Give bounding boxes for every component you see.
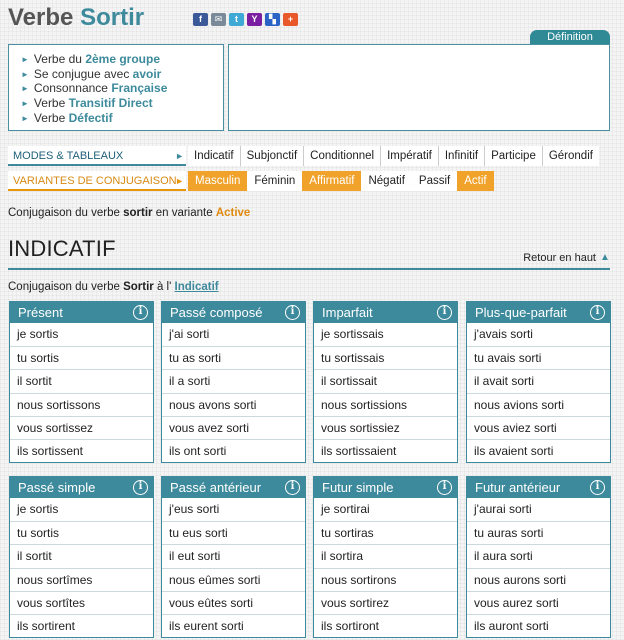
conjugation-form: nous avions sorti: [467, 393, 610, 416]
yahoo-icon[interactable]: Y: [247, 13, 262, 26]
conjugation-form: il eut sorti: [162, 544, 305, 567]
conjugation-form: vous sortirez: [314, 591, 457, 614]
info-icon[interactable]: i: [285, 305, 300, 320]
tense-name: Imparfait: [322, 305, 373, 320]
conjugation-list: [467, 323, 610, 462]
tense-name: Passé simple: [18, 480, 96, 495]
tense-table: [313, 301, 458, 463]
conjugation-form: vous sortissiez: [314, 416, 457, 439]
modes-nav: [188, 146, 599, 166]
conjugation-form: tu auras sorti: [467, 521, 610, 544]
conjugation-form: vous aurez sorti: [467, 591, 610, 614]
conjugation-form: ils ont sorti: [162, 439, 305, 462]
facebook-icon[interactable]: f: [193, 13, 208, 26]
conjugation-list: [467, 498, 610, 637]
conjugation-form: ils auront sorti: [467, 614, 610, 637]
verb-info-box: [8, 44, 224, 131]
conjugation-form: ils sortissaient: [314, 439, 457, 462]
conjugation-form: ils avaient sorti: [467, 439, 610, 462]
page-title: [8, 4, 144, 32]
delicious-icon[interactable]: ▚: [265, 13, 280, 26]
info-icon[interactable]: i: [437, 480, 452, 495]
arrow-up-icon[interactable]: ▲: [600, 252, 610, 263]
mode-item[interactable]: Infinitif: [439, 146, 485, 166]
tense-header: [162, 477, 305, 498]
info-consonance: ► Consonnance Française: [21, 81, 168, 96]
info-icon[interactable]: i: [133, 480, 148, 495]
tense-name: Futur antérieur: [475, 480, 561, 495]
info-transitivity: ► Verbe Transitif Direct: [21, 96, 153, 111]
conjugation-list: [314, 323, 457, 462]
conjugation-form: il sortira: [314, 544, 457, 567]
variant-info: Conjugaison du verbe sortir en variante Active: [8, 207, 251, 219]
conjugation-form: il a sorti: [162, 369, 305, 392]
variants-label: VARIANTES DE CONJUGAISON ►: [8, 171, 186, 191]
conjugation-form: j'eus sorti: [169, 502, 220, 516]
variant-item[interactable]: Négatif: [361, 171, 411, 191]
info-icon[interactable]: i: [285, 480, 300, 495]
section-title: INDICATIF: [8, 236, 116, 261]
tense-header: [10, 477, 153, 498]
tense-header: [467, 302, 610, 323]
conjugation-form: vous sortîtes: [10, 591, 153, 614]
section-divider: [8, 268, 610, 270]
tense-header: [10, 302, 153, 323]
conjugation-form: j'ai sorti: [169, 327, 210, 341]
conjugation-form: tu as sorti: [162, 346, 305, 369]
mode-item[interactable]: Conditionnel: [304, 146, 381, 166]
tense-header: [314, 477, 457, 498]
conjugation-form: ils sortirent: [10, 614, 153, 637]
email-icon[interactable]: ✉: [211, 13, 226, 26]
conjugation-list: [162, 323, 305, 462]
mode-item[interactable]: Gérondif: [543, 146, 599, 166]
conjugation-form: nous aurons sorti: [467, 568, 610, 591]
tense-name: Plus-que-parfait: [475, 305, 567, 320]
bullet-arrow-icon: ►: [21, 69, 29, 79]
conjugation-form: je sortissais: [321, 327, 384, 341]
tense-name: Passé composé: [170, 305, 263, 320]
section-subtitle: Conjugaison du verbe Sortir à l' Indicatif: [8, 281, 219, 293]
conjugation-form: j'aurai sorti: [474, 502, 532, 516]
tense-header: [467, 477, 610, 498]
conjugation-form: tu eus sorti: [162, 521, 305, 544]
variant-item[interactable]: Actif: [457, 171, 493, 191]
bullet-arrow-icon: ►: [21, 99, 29, 109]
conjugation-form: tu sortis: [10, 346, 153, 369]
mode-item[interactable]: Indicatif: [188, 146, 241, 166]
title-prefix: Verbe: [8, 4, 74, 31]
info-icon[interactable]: i: [590, 305, 605, 320]
info-icon[interactable]: i: [590, 480, 605, 495]
conjugation-list: [10, 498, 153, 637]
share-bar: [193, 13, 298, 26]
info-icon[interactable]: i: [437, 305, 452, 320]
conjugation-form: il avait sorti: [467, 369, 610, 392]
conjugation-form: je sortirai: [321, 502, 370, 516]
conjugation-list: [10, 323, 153, 462]
conjugation-form: nous sortissions: [314, 393, 457, 416]
conjugation-form: nous eûmes sorti: [162, 568, 305, 591]
tense-table: [9, 301, 154, 463]
conjugation-form: tu sortiras: [314, 521, 457, 544]
conjugation-form: ils sortissent: [10, 439, 153, 462]
twitter-icon[interactable]: t: [229, 13, 244, 26]
variants-nav: [188, 171, 494, 191]
conjugation-form: tu sortissais: [314, 346, 457, 369]
conjugation-form: je sortis: [17, 327, 59, 341]
bullet-arrow-icon: ►: [21, 113, 29, 123]
info-group: ► Verbe du 2ème groupe: [21, 52, 161, 66]
tense-table: [161, 301, 306, 463]
triangle-right-icon: ►: [175, 176, 184, 186]
tense-table: [313, 476, 458, 638]
info-icon[interactable]: i: [133, 305, 148, 320]
tense-header: [314, 302, 457, 323]
conjugation-form: ils eurent sorti: [162, 614, 305, 637]
info-defective: ► Verbe Défectif: [21, 110, 113, 125]
definition-tab[interactable]: Définition: [530, 30, 610, 45]
tense-name: Présent: [18, 305, 63, 320]
definition-box: [228, 44, 610, 131]
variant-item[interactable]: Passif: [412, 171, 457, 191]
tense-table: [466, 476, 611, 638]
mode-item[interactable]: Participe: [485, 146, 543, 166]
tense-table: [9, 476, 154, 638]
conjugation-form: j'avais sorti: [474, 327, 533, 341]
conjugation-form: il aura sorti: [467, 544, 610, 567]
conjugation-list: [314, 498, 457, 637]
mode-item[interactable]: Impératif: [381, 146, 439, 166]
modes-label: MODES & TABLEAUX ►: [8, 146, 186, 166]
conjugation-form: il sortit: [10, 369, 153, 392]
conjugation-form: tu sortis: [10, 521, 153, 544]
conjugation-form: il sortit: [10, 544, 153, 567]
conjugation-form: nous sortirons: [314, 568, 457, 591]
indicatif-link[interactable]: Indicatif: [174, 281, 219, 293]
triangle-right-icon: ►: [175, 151, 184, 161]
conjugation-form: nous avons sorti: [162, 393, 305, 416]
conjugation-form: vous avez sorti: [162, 416, 305, 439]
tense-name: Futur simple: [322, 480, 394, 495]
conjugation-list: [162, 498, 305, 637]
conjugation-form: vous eûtes sorti: [162, 591, 305, 614]
variant-item[interactable]: Masculin: [188, 171, 247, 191]
conjugation-form: nous sortissons: [10, 393, 153, 416]
tense-header: [162, 302, 305, 323]
conjugation-form: tu avais sorti: [467, 346, 610, 369]
bullet-arrow-icon: ►: [21, 84, 29, 94]
title-verb: Sortir: [80, 4, 145, 31]
share-plus-icon[interactable]: +: [283, 13, 298, 26]
mode-item[interactable]: Subjonctif: [241, 146, 305, 166]
tense-name: Passé antérieur: [170, 480, 262, 495]
conjugation-form: vous aviez sorti: [467, 416, 610, 439]
conjugation-form: ils sortiront: [314, 614, 457, 637]
conjugation-form: vous sortissez: [10, 416, 153, 439]
conjugation-form: je sortis: [17, 502, 59, 516]
variant-item[interactable]: Féminin: [247, 171, 302, 191]
conjugation-form: nous sortîmes: [10, 568, 153, 591]
back-to-top-link[interactable]: Retour en haut: [523, 252, 596, 264]
bullet-arrow-icon: ►: [21, 55, 29, 64]
tense-table: [161, 476, 306, 638]
variant-item[interactable]: Affirmatif: [302, 171, 361, 191]
conjugation-form: il sortissait: [314, 369, 457, 392]
info-auxiliary: ► Se conjugue avec avoir: [21, 66, 162, 81]
tense-table: [466, 301, 611, 463]
